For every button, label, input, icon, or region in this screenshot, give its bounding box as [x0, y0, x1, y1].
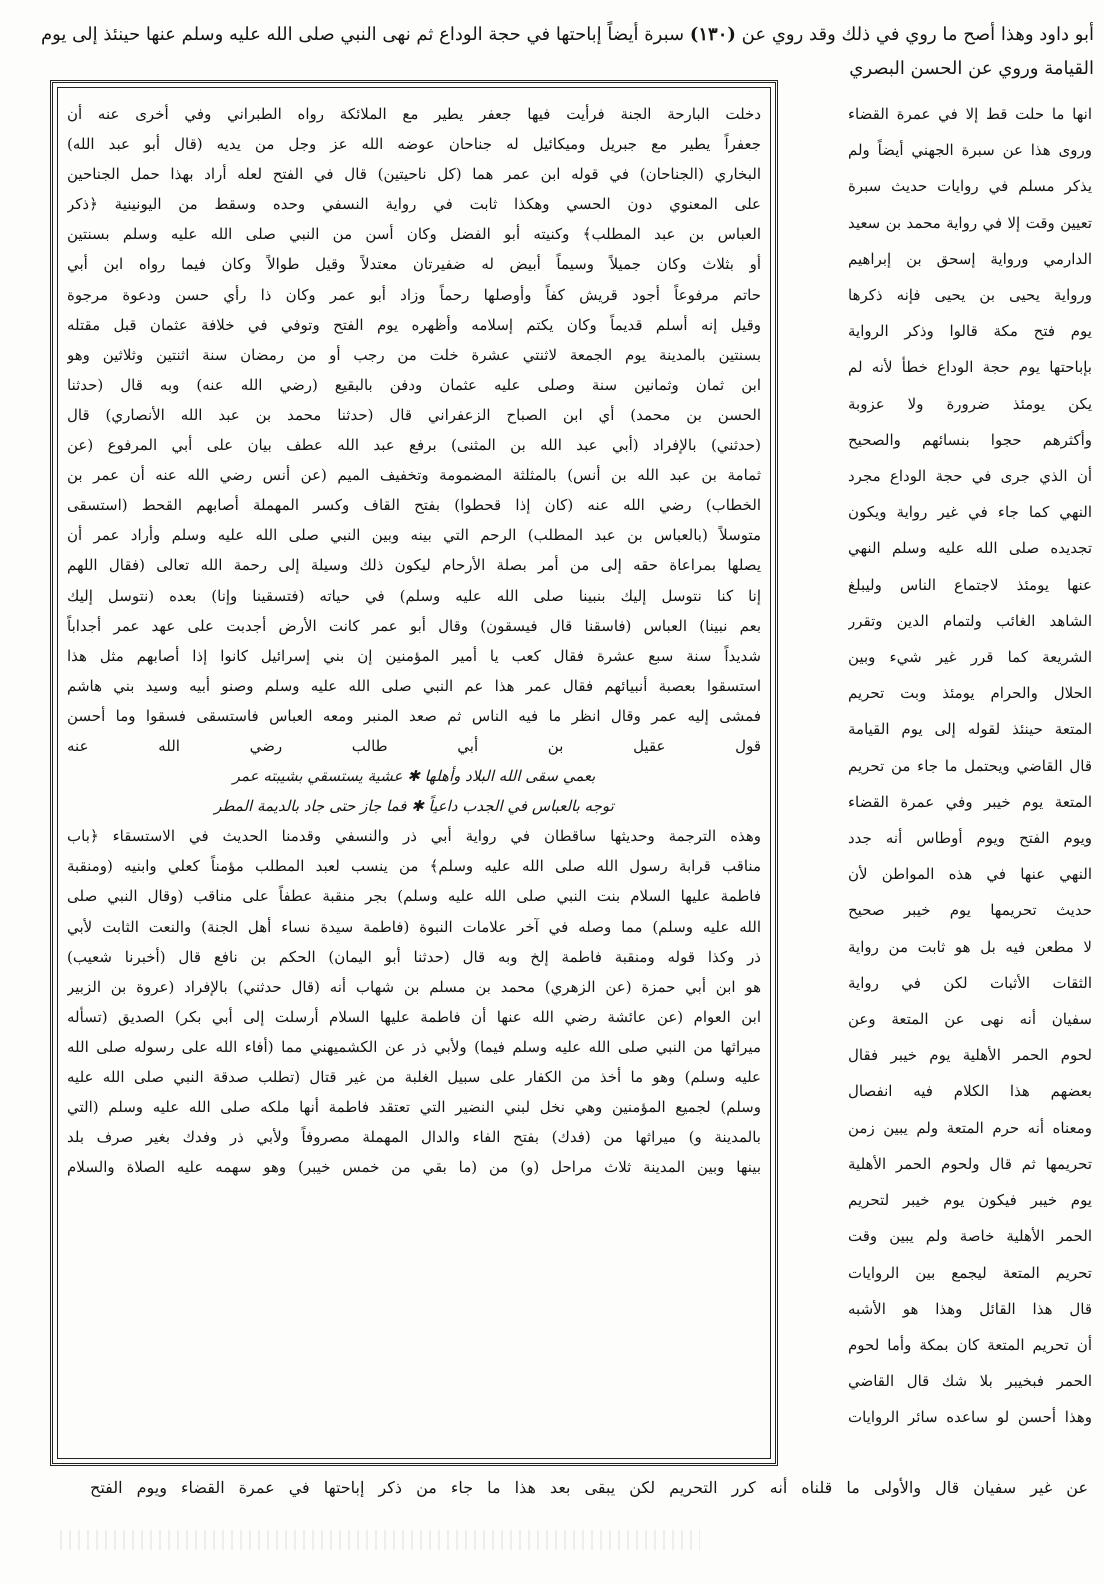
text-line: بعم نبينا) العباس (فاسقنا قال فيسقون) وقال أبو عمر كانت الأرض أجدبت على عهد عمر أجداباً	[67, 616, 761, 635]
header-text-before: أبو داود وهذا أصح ما روي في ذلك وقد روي عن	[741, 24, 1094, 45]
margin-line: بإباحتها يوم حجة الوداع خطأ لأنه لم	[848, 358, 1092, 377]
margin-line: تحريم المتعة ليجمع بين الروايات	[848, 1263, 1092, 1282]
margin-line: وروى هذا عن سبرة الجهني أيضاً ولم	[848, 141, 1092, 160]
margin-commentary	[848, 96, 1092, 1466]
text-line: فمشى إليه عمر وقال انظر ما فيه الناس ثم صعد المنبر ومعه العباس فاستسقى فسقوا وما أحسن	[67, 706, 761, 725]
margin-line: الدارمي ورواية إسحق بن إبراهيم	[848, 249, 1092, 268]
margin-line: أن تحريم المتعة كان بمكة وأما لحوم	[848, 1335, 1092, 1354]
margin-line: حديث تحريمها يوم خيبر صحيح	[848, 901, 1092, 920]
margin-line: وهذا أحسن لو ساعده سائر الروايات	[848, 1408, 1092, 1427]
margin-line: ومعناه أنه حرم المتعة ولم يبين زمن	[848, 1118, 1092, 1137]
text-line: بينها وبين المدينة ثلاث مراحل (و) من (ما بقي من خمس خيبر) وهو سهمه عليه الصلاة والسلام	[67, 1158, 761, 1177]
text-line: ميراثها من النبي صلى الله عليه وسلم فيما) ولأبي ذر عن الكشميهني مما (أفاء الله على رسوله صلى الله	[67, 1037, 761, 1056]
header-text-after: سبرة أيضاً إباحتها في حجة الوداع ثم نهى النبي صلى الله عليه وسلم عنها حينئذ إلى يوم	[40, 24, 685, 45]
margin-line: تجديده صلى الله عليه وسلم النهي	[848, 539, 1092, 558]
text-line: شديداً سنة سبع عشرة فقال كعب يا أمير المؤمنين إن بني إسرائيل كانوا إذا أصابهم مثل هذا	[67, 646, 761, 665]
margin-line: لحوم الحمر الأهلية يوم خيبر فقال	[848, 1046, 1092, 1065]
margin-line: يكن يومئذ ضرورة ولا عزوبة	[848, 394, 1092, 413]
text-line: عليه وسلم) وهو ما أخذ من الكفار على سبيل الغلبة من غير قتال (تطلب صدقة النبي صلى الله عليه	[67, 1068, 761, 1086]
margin-line: الشريعة كما قرر غير شيء وبين	[848, 648, 1092, 667]
margin-line: انها ما حلت قط إلا في عمرة القضاء	[848, 105, 1092, 123]
page-number: (١٣٠)	[689, 24, 736, 45]
margin-line: قال هذا القائل وهذا هو الأشبه	[848, 1299, 1092, 1318]
text-line: ذر وكذا قوله ومنقبة فاطمة إلخ وبه قال (حدثنا أبو اليمان) الحكم بن نافع قال (أخبرنا شعيب)	[67, 947, 761, 966]
text-line: بالمدينة و) ميراثها من (فدك) بفتح الفاء والدال المهملة مصروفاً ولأبي ذر وفدك بغير صرف بلد	[67, 1128, 761, 1147]
header-line-1	[34, 18, 1094, 52]
text-line: وهذه الترجمة وحديثها ساقطان في رواية أبي ذر والنسفي وقدمنا الحديث في الاستسقاء ﴿باب	[67, 827, 761, 846]
main-text-frame	[50, 80, 778, 1466]
margin-line: الحلال والحرام يومئذ وبت تحريم	[848, 684, 1092, 703]
verse-line: توجه بالعباس في الجدب داعياً ✱ فما جاز حتى جاد بالديمة المطر	[214, 797, 614, 816]
text-line: فاطمة عليها السلام بنت النبي صلى الله عليه وسلم) بجر منقبة عطفاً على مناقب (وقال النبي صلى	[67, 887, 761, 906]
text-line: وقيل إنه أسلم قديماً وكان يكتم إسلامه وأظهره يوم الفتح وتوفي في خلافة عثمان قبل مقتله	[67, 315, 761, 334]
text-line: يصلها بمراعاة حقه إلى من أمر بصلة الأرحام ليكون ذلك وسيلة إلى رحمة الله تعالى (فقال اللهم	[67, 556, 761, 575]
margin-line: يوم فتح مكة قالوا وذكر الرواية	[848, 322, 1092, 341]
text-line: الله عليه وسلم) مما وصله في آخر علامات النبوة (فاطمة سيدة نساء أهل الجنة) والنعت الثابت لأبي	[67, 917, 761, 936]
text-line: بسنتين بالمدينة يوم الجمعة لاثنتي عشرة خلت من رجب أو من رمضان سنة اثنتين وثلاثين وهو	[67, 345, 761, 364]
margin-line: يوم خيبر فيكون يوم خيبر لتحريم	[848, 1191, 1092, 1210]
text-line: جعفراً يطير مع جبريل وميكائيل له جناحان عوضه الله عز وجل من يديه (قال أبو عبد الله)	[67, 135, 761, 154]
margin-line: قال القاضي ويحتمل ما جاء من تحريم	[848, 756, 1092, 775]
margin-line: سفيان أنه نهى عن المتعة وعن	[848, 1010, 1092, 1029]
text-line: دخلت البارحة الجنة فرأيت فيها جعفر يطير مع الملائكة رواه الطبراني وفي أخرى عنه أن	[67, 105, 761, 123]
margin-line: الشاهد الغائب ولتمام الدين وتقرر	[848, 611, 1092, 630]
margin-line: النهي كما جاء في غير رواية ويكون	[848, 503, 1092, 522]
margin-line: المتعة يوم خيبر وفي عمرة القضاء	[848, 792, 1092, 811]
margin-line: الثقات الأثبات لكن في رواية	[848, 973, 1092, 992]
margin-line: بعضهم هذا الكلام فيه انفصال	[848, 1082, 1092, 1101]
text-line: متوسلاً (بالعباس بن عبد المطلب) الرحم التي بينه وبين النبي صلى الله عليه وسلم وأراد عمر أن	[67, 526, 761, 545]
text-line: ثمامة بن عبد الله بن أنس) بالمثلثة المضمومة وتخفيف الميم (عن أنس رضي الله عنه أن عمر بن	[67, 466, 761, 485]
margin-line: وأكثرهم حجوا بنسائهم والصحيح	[848, 430, 1092, 449]
text-line: ابن العوام (عن عائشة رضي الله عنها أن فاطمة عليها السلام أرسلت إلى أبي بكر) الصديق (تسأله	[67, 1007, 761, 1026]
text-line: العباس بن عبد المطلب﴾ وكنيته أبو الفضل وكان أسن من النبي صلى الله عليه وسلم بسنتين	[67, 225, 761, 244]
text-line: هو ابن أبي حمزة (عن الزهري) محمد بن مسلم بن شهاب أنه (قال حدثني) بالإفراد (عروة بن الزبير	[67, 977, 761, 996]
main-text	[67, 99, 761, 1451]
text-line: الخطاب) رضي الله عنه (كان إذا قحطوا) بفتح القاف وكسر المهملة أصابهم القحط (استسقى	[67, 496, 761, 515]
margin-line: لا مطعن فيه بل هو ثابت من رواية	[848, 937, 1092, 956]
text-line: وسلم) لجميع المؤمنين وهي نخل لبني النضير التي تعتقد فاطمة أنها ملكه صلى الله عليه وسلم (التي	[67, 1098, 761, 1117]
margin-line: الحمر فبخيبر بلا شك قال القاضي	[848, 1372, 1092, 1391]
text-line: مناقب قرابة رسول الله صلى الله عليه وسلم﴾ من ينسب لعبد المطلب مؤمناً كعلي وابنيه (ومنقبة	[67, 857, 761, 876]
margin-line: أن الذي جرى في حجة الوداع مجرد	[848, 467, 1092, 486]
margin-line: المتعة حينئذ لقوله إلى يوم القيامة	[848, 720, 1092, 739]
text-line: على المعنوي دون الحسي وهكذا ثابت في رواية النسفي وحده وسقط من اليونينية ﴿ذكر	[67, 195, 761, 214]
margin-line: النهي عنها في هذه المواطن لأن	[848, 865, 1092, 884]
text-line: استسقوا بعصبة أنبيائهم فقال عمر هذا عم النبي صلى الله عليه وسلم وصنو أبيه وسيد بني هاشم	[67, 676, 761, 695]
text-line: إنا كنا نتوسل إليك بنبينا صلى الله عليه وسلم) في حياته (فتسقينا وإنا) بعده (نتوسل إليك	[67, 586, 761, 605]
scan-noise	[60, 1530, 700, 1550]
margin-line: ويوم الفتح ويوم أوطاس أنه جدد	[848, 829, 1092, 848]
text-line: قول عقيل بن أبي طالب رضي الله عنه	[67, 736, 761, 755]
text-line: حاتم مرفوعاً أجود قريش كفاً وأوصلها رحماً وزاد أبو عمر وكان ذا رأي حسن ودعوة مرجوة	[67, 285, 761, 304]
footer-line: عن غير سفيان قال والأولى ما قلناه أنه كرر التحريم لكن يبقى بعد هذا ما جاء من ذكر إباحتها في عمرة القضاء ويوم الفتح	[90, 1478, 1088, 1497]
text-line: البخاري (الجناحان) في قوله ابن عمر هما (كل ناحيتين) قال في الفتح لعله أراد بهذا حمل الجناحين	[67, 165, 761, 184]
text-line: (حدثني) بالإفراد (أبي عبد الله بن المثنى) برفع عبد الله عطف بيان على أبي المرفوع (عن	[67, 436, 761, 455]
text-line: ابن ثمان وثمانين سنة وصلى عليه عثمان ودفن بالبقيع (رضي الله عنه) وبه قال (حدثنا	[67, 375, 761, 394]
margin-line: الحمر الأهلية خاصة ولم يبين وقت	[848, 1227, 1092, 1246]
text-line: أو بثلاث وكان جميلاً وسيماً أبيض له ضفيرتان معتدلاً وقيل طوالاً وكان فيما رواه ابن أبي	[67, 255, 761, 274]
margin-line: ورواية يحيى بن يحيى فإنه ذكرها	[848, 286, 1092, 305]
margin-line: تعيين وقت إلا في رواية محمد بن سعيد	[848, 213, 1092, 232]
margin-line: عنها يومئذ لاجتماع الناس وليبلغ	[848, 575, 1092, 594]
margin-line: تحريمها ثم قال ولحوم الحمر الأهلية	[848, 1154, 1092, 1173]
header-line-2: القيامة وروي عن الحسن البصري	[849, 58, 1094, 79]
text-line: الحسن بن محمد) أي ابن الصباح الزعفراني قال (حدثنا محمد بن عبد الله الأنصاري) قال	[67, 405, 761, 424]
margin-line: يذكر مسلم في روايات حديث سبرة	[848, 177, 1092, 196]
verse-line: بعمي سقى الله البلاد وأهلها ✱ عشية يستسقي بشيبته عمر	[232, 767, 596, 786]
page-header	[34, 18, 1094, 86]
